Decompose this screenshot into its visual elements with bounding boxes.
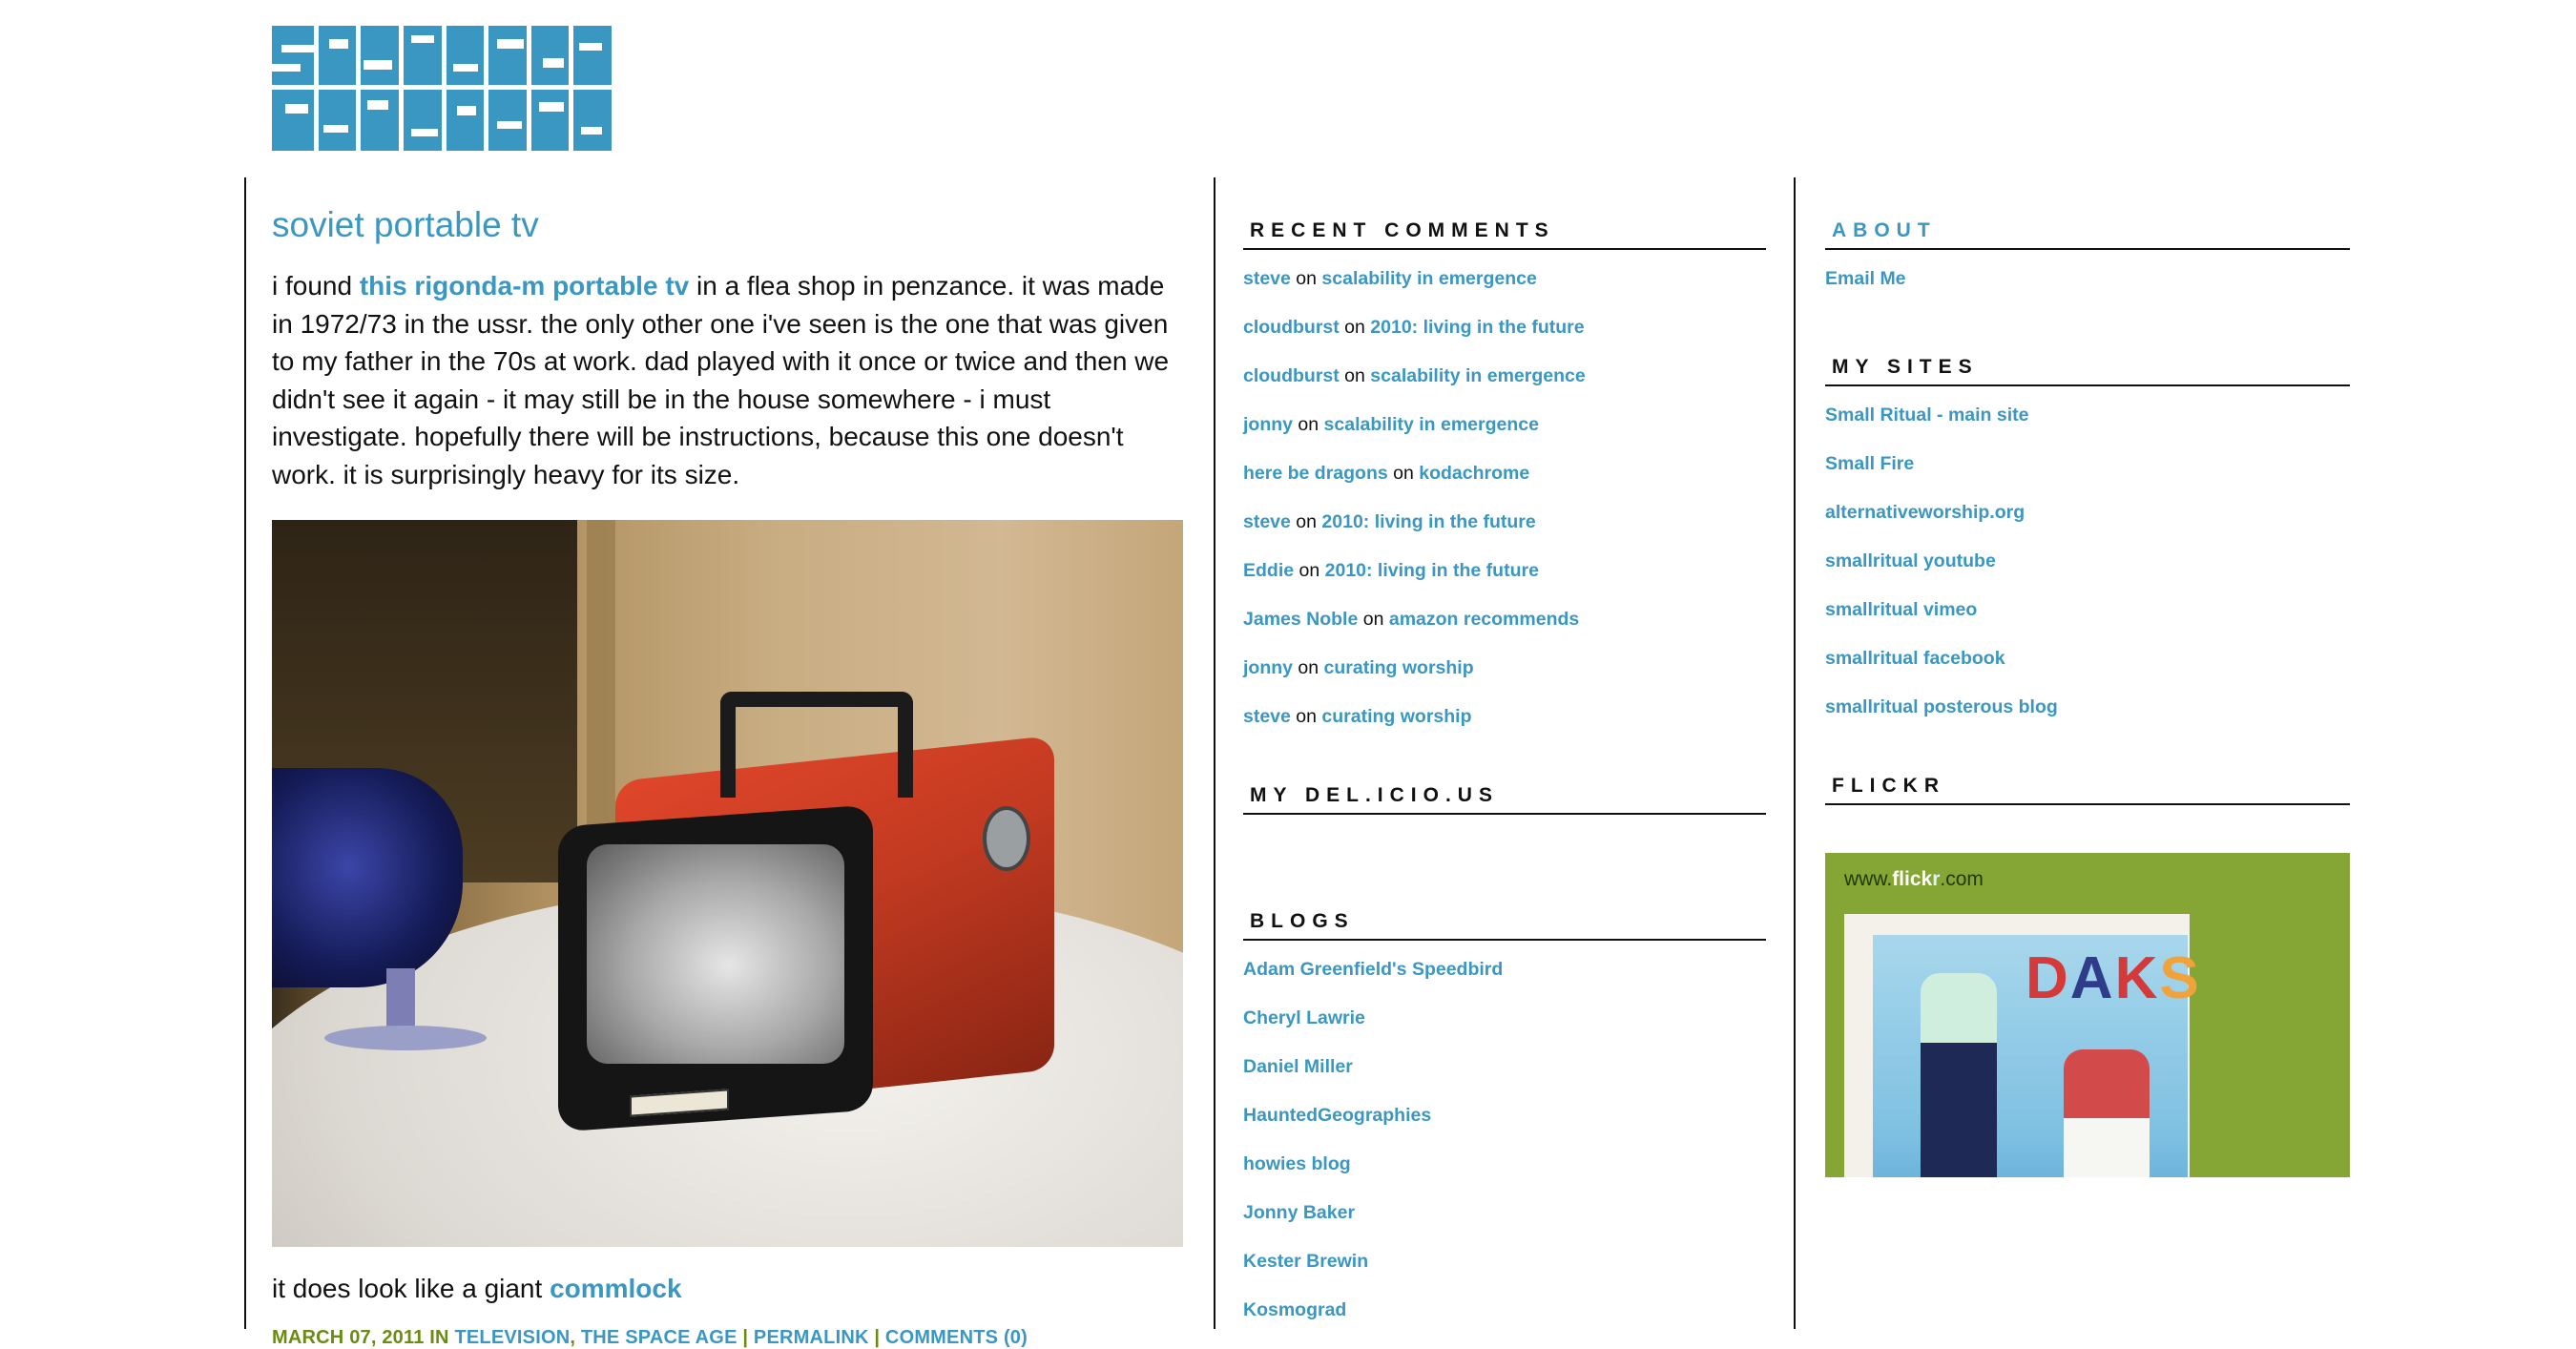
category-television-link[interactable]: TELEVISION: [454, 1327, 571, 1348]
comment-author-link[interactable]: jonny: [1243, 414, 1293, 435]
my-sites-heading: MY SITES: [1825, 356, 2350, 386]
post-footer: [272, 1327, 1183, 1349]
flickr-suffix: .com: [1940, 868, 1984, 890]
comment-author-link[interactable]: cloudburst: [1243, 317, 1340, 338]
blogs-heading: BLOGS: [1243, 910, 1766, 941]
comment-post-link[interactable]: curating worship: [1323, 657, 1474, 678]
post-photo: [272, 520, 1183, 1247]
post-body-text: in a flea shop in penzance. it was made in 1972/73 in the ussr. the only other one i've seen is the one that was given to my father in the 70s at work. dad played with it once or twice and then we didn't see it again - it may still be in the house somewhere - i must investigate. hopefully there will be instructions, because this one doesn't work. it is surprisingly heavy for its size.: [272, 271, 1170, 489]
blog-link[interactable]: Kosmograd: [1243, 1299, 1347, 1320]
comment-author-link[interactable]: steve: [1243, 268, 1291, 289]
post-date: MARCH 07, 2011 IN: [272, 1327, 455, 1348]
sidebar-right: [1825, 177, 2350, 1177]
comma-separator: ,: [570, 1327, 581, 1348]
separator: |: [737, 1327, 754, 1348]
on-text: on: [1294, 560, 1325, 581]
comment-post-link[interactable]: scalability in emergence: [1323, 414, 1539, 435]
divider-right: [1794, 177, 1796, 1329]
blog-item: [1243, 1102, 1766, 1151]
recent-comment-item: [1243, 508, 1766, 557]
site-link[interactable]: smallritual vimeo: [1825, 599, 1978, 620]
comment-post-link[interactable]: 2010: living in the future: [1324, 560, 1539, 581]
delicious-heading: MY DEL.ICIO.US: [1243, 784, 1766, 815]
blog-item: [1243, 1248, 1766, 1297]
post-body: [272, 267, 1178, 493]
recent-comment-item: [1243, 703, 1766, 752]
site-item: [1825, 450, 2350, 499]
post-caption: [272, 1272, 1183, 1306]
blog-item: [1243, 1053, 1766, 1102]
blog-link[interactable]: howies blog: [1243, 1153, 1351, 1174]
on-text: on: [1358, 609, 1389, 630]
comments-link[interactable]: COMMENTS (0): [884, 1327, 1028, 1348]
divider-left: [244, 177, 246, 1329]
blog-item: [1243, 1151, 1766, 1199]
flickr-photo[interactable]: [1844, 914, 2201, 1177]
caption-text: it does look like a giant: [272, 1274, 551, 1303]
post-title[interactable]: soviet portable tv: [272, 205, 539, 244]
on-text: on: [1387, 463, 1420, 484]
flickr-badge[interactable]: [1825, 853, 2350, 1177]
site-link[interactable]: smallritual facebook: [1825, 648, 2005, 669]
post-body-intro: i found: [272, 271, 360, 301]
comment-post-link[interactable]: amazon recommends: [1388, 609, 1580, 630]
my-sites-list: [1825, 402, 2350, 742]
poster-word: DAKS: [2025, 945, 2201, 1011]
site-link[interactable]: Small Fire: [1825, 453, 1915, 474]
site-item: [1825, 548, 2350, 596]
main-content: [272, 177, 1183, 1349]
blog-link[interactable]: HauntedGeographies: [1243, 1105, 1432, 1126]
comment-post-link[interactable]: scalability in emergence: [1321, 268, 1537, 289]
comment-author-link[interactable]: cloudburst: [1243, 365, 1340, 386]
blog-item: [1243, 956, 1766, 1005]
poster-image: [1873, 935, 2201, 1177]
blog-link[interactable]: Adam Greenfield's Speedbird: [1243, 959, 1504, 980]
site-item: [1825, 499, 2350, 548]
comment-post-link[interactable]: curating worship: [1321, 706, 1472, 727]
site-item: [1825, 402, 2350, 450]
about-heading[interactable]: ABOUT: [1825, 219, 2350, 250]
category-space-age-link[interactable]: THE SPACE AGE: [580, 1327, 737, 1348]
comment-post-link[interactable]: kodachrome: [1419, 463, 1530, 484]
comment-post-link[interactable]: 2010: living in the future: [1370, 317, 1585, 338]
commlock-link[interactable]: commlock: [550, 1274, 682, 1303]
recent-comment-item: [1243, 363, 1766, 411]
site-logo[interactable]: [272, 26, 612, 151]
flickr-mid2: r: [1932, 868, 1941, 890]
blogs-list: [1243, 956, 1766, 1345]
on-text: on: [1293, 414, 1324, 435]
on-text: on: [1339, 365, 1371, 386]
comment-author-link[interactable]: jonny: [1243, 657, 1293, 678]
blog-link[interactable]: Daniel Miller: [1243, 1056, 1353, 1077]
recent-comment-item: [1243, 314, 1766, 363]
about-item: [1825, 265, 2350, 314]
blog-link[interactable]: Kester Brewin: [1243, 1251, 1369, 1272]
on-text: on: [1290, 268, 1322, 289]
email-me-link[interactable]: Email Me: [1825, 268, 1906, 289]
recent-comment-item: [1243, 654, 1766, 703]
blog-item: [1243, 1005, 1766, 1053]
flickr-heading: FLICKR: [1825, 775, 2350, 805]
site-link[interactable]: smallritual posterous blog: [1825, 696, 2058, 717]
site-link[interactable]: smallritual youtube: [1825, 550, 1996, 571]
permalink-link[interactable]: PERMALINK: [753, 1327, 869, 1348]
site-item: [1825, 645, 2350, 694]
recent-comments-heading: RECENT COMMENTS: [1243, 219, 1766, 250]
rigonda-link[interactable]: this rigonda-m portable tv: [359, 271, 690, 301]
comment-post-link[interactable]: scalability in emergence: [1370, 365, 1586, 386]
comment-author-link[interactable]: steve: [1243, 706, 1291, 727]
blog-link[interactable]: Jonny Baker: [1243, 1202, 1356, 1223]
flickr-mid1: flick: [1892, 868, 1933, 890]
on-text: on: [1290, 511, 1322, 532]
on-text: on: [1290, 706, 1322, 727]
flickr-link[interactable]: [1844, 868, 1984, 891]
site-item: [1825, 694, 2350, 742]
recent-comment-item: [1243, 265, 1766, 314]
recent-comment-item: [1243, 606, 1766, 654]
comment-author-link[interactable]: steve: [1243, 511, 1291, 532]
about-list: [1825, 265, 2350, 314]
blog-item: [1243, 1297, 1766, 1345]
recent-comments-list: [1243, 265, 1766, 752]
sidebar-middle: [1243, 177, 1766, 1345]
divider-middle: [1214, 177, 1215, 1329]
recent-comment-item: [1243, 557, 1766, 606]
site-link[interactable]: alternativeworship.org: [1825, 502, 2025, 523]
recent-comment-item: [1243, 460, 1766, 508]
comment-author-link[interactable]: here be dragons: [1243, 463, 1388, 484]
site-link[interactable]: Small Ritual - main site: [1825, 405, 2029, 425]
comment-author-link[interactable]: Eddie: [1243, 560, 1295, 581]
separator: |: [868, 1327, 885, 1348]
on-text: on: [1339, 317, 1371, 338]
blog-item: [1243, 1199, 1766, 1248]
site-item: [1825, 596, 2350, 645]
comment-author-link[interactable]: James Noble: [1243, 609, 1359, 630]
recent-comment-item: [1243, 411, 1766, 460]
on-text: on: [1293, 657, 1324, 678]
flickr-prefix: www.: [1844, 868, 1893, 890]
blog-link[interactable]: Cheryl Lawrie: [1243, 1007, 1365, 1028]
comment-post-link[interactable]: 2010: living in the future: [1321, 511, 1536, 532]
